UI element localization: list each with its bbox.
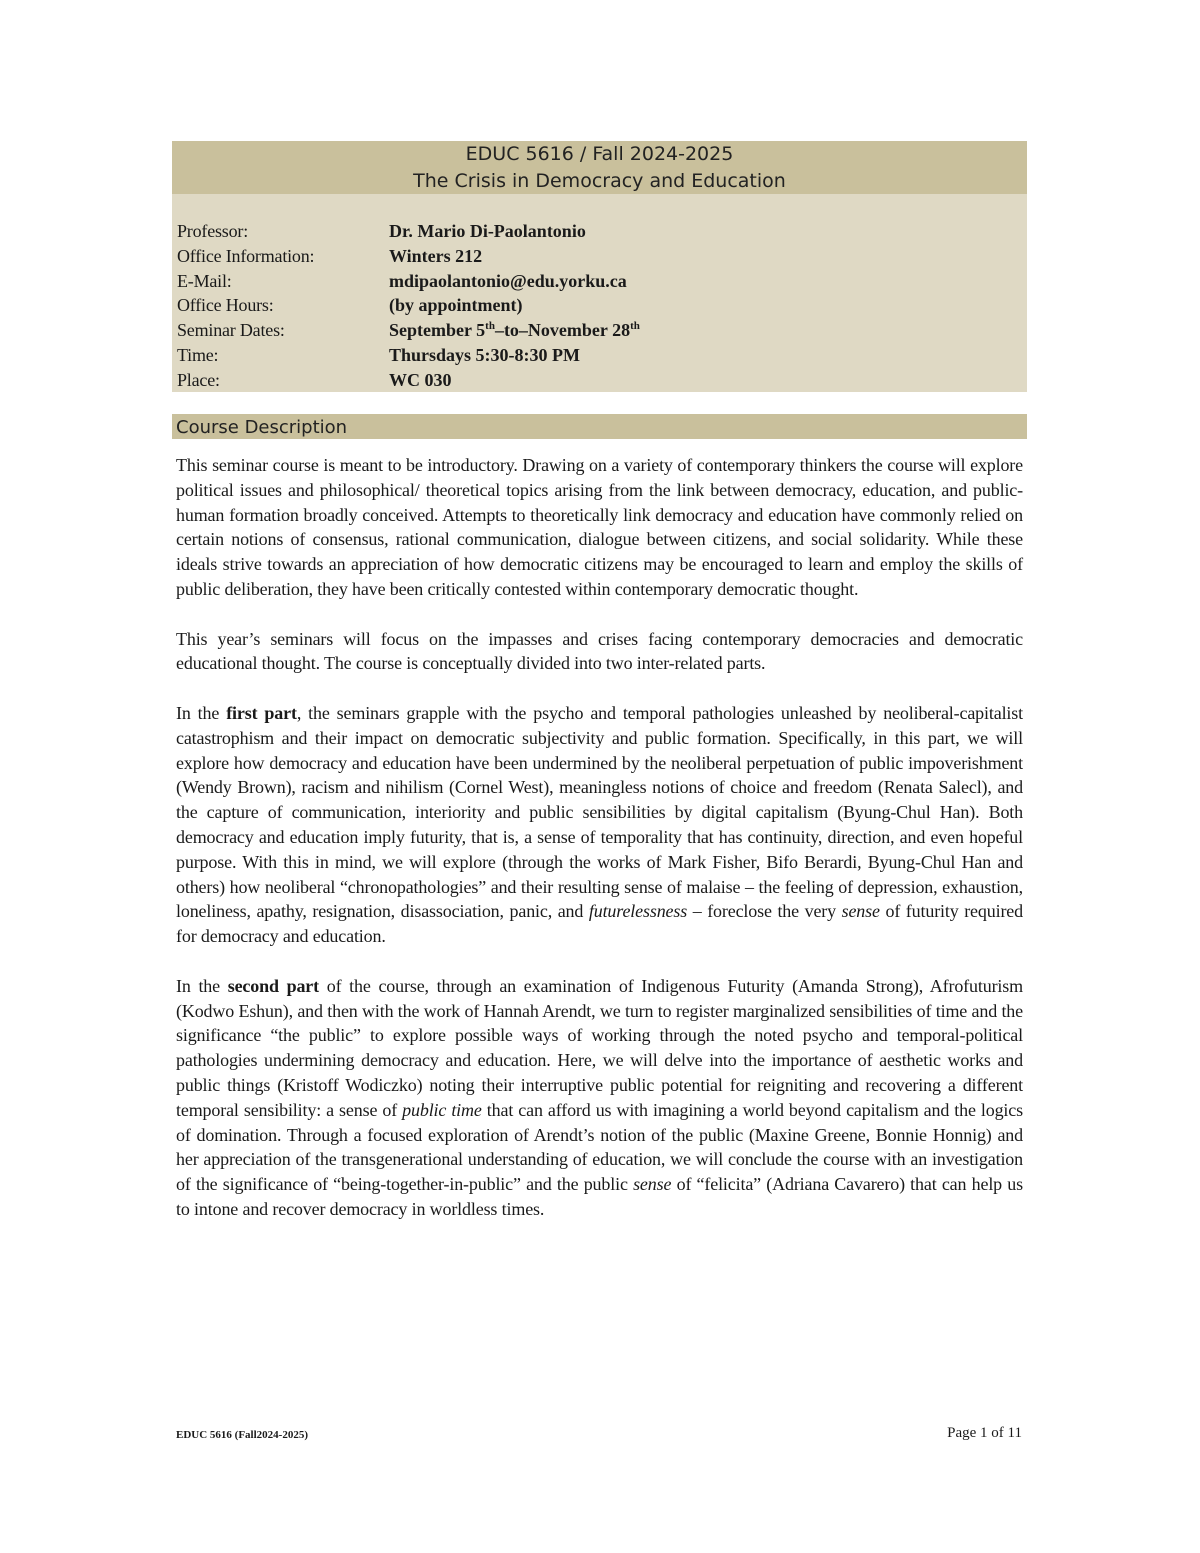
paragraph-first-part [176, 701, 1023, 949]
paragraph-intro: This seminar course is meant to be introductory. Drawing on a variety of contemporary thinkers the course will explore political issues and philosophical/ theoretical topics arising from the link between democracy, education, and public-human formation broadly conceived. Attempts to theoretically link democracy and education have commonly relied on certain notions of consensus, rational communication, dialogue between citizens, and social solidarity. While these ideals strive towards an appreciation of how democratic citizens may be encouraged to learn and employ the skills of public deliberation, they have been critically contested within contemporary democratic thought. [176, 455, 1023, 599]
text-segment: In the [176, 975, 228, 996]
info-row-place [177, 368, 640, 393]
paragraph-second-part [176, 974, 1023, 1222]
info-row-office [177, 244, 640, 269]
time-label: Time: [177, 344, 219, 365]
text-segment: , the seminars grapple with the psycho and temporal pathologies unleashed by neoliberal-capitalist catastrophism and their impact on democratic subjectivity and public formation. Specifically, in this part, we will explore how democracy and education have been undermined by the neoliberal perpetuation of public impoverishment (Wendy Brown), racism and nihilism (Cornel West), meaningless notions of choice and freedom (Renata Salecl), and the capture of communication, interiority and public sensibilities by digital capitalism (Byung-Chul Han). Both democracy and education imply futurity, that is, a sense of temporality that has continuity, direction, and even hopeful purpose. With this in mind, we will explore (through the works of Mark Fisher, Bifo Berardi, Byung-Chul Han and others) how neoliberal “chronopathologies” and their resulting sense of malaise – the feeling of depression, exhaustion, loneliness, apathy, resignation, disassociation, panic, and [176, 702, 1023, 922]
office-hours-value: (by appointment) [389, 295, 523, 316]
course-title-line: The Crisis in Democracy and Education [413, 170, 786, 192]
info-row-office-hours [177, 293, 640, 318]
professor-value: Dr. Mario Di-Paolantonio [389, 221, 586, 241]
course-info-panel [172, 194, 1027, 392]
sense-emphasis: sense [841, 901, 880, 922]
text-segment: that can afford us with imagining a world beyond capitalism and the logics of domination. Through a focused exploration of Arendt’s notion of the public (Maxine Greene, Bonnie Honnig) and her appreciation of the transgenerational understanding of education, we will conclude the course with an investigation of the significance of “being-together-in-public” and the public [176, 1099, 1023, 1195]
place-value: WC 030 [389, 369, 452, 390]
info-row-seminar-dates [177, 318, 640, 343]
text-segment: of “felicita” (Adriana Cavarero) that can help us to intone and recover democracy in worldless times. [176, 1174, 1024, 1219]
seminar-start-date: September 5 [389, 320, 486, 341]
futurelessness-emphasis: futurelessness [588, 901, 688, 922]
text-segment: In the [176, 702, 227, 723]
info-row-email [177, 269, 640, 294]
seminar-end-date: –to–November 28 [494, 320, 631, 341]
office-hours-label: Office Hours: [177, 295, 274, 316]
course-description-heading: Course Description [172, 414, 1027, 439]
office-value: Winters 212 [389, 245, 483, 266]
text-segment: of the course, through an examination of Indigenous Futurity (Amanda Strong), Afrofuturism (Kodwo Eshun), and then with the work of Hannah Arendt, we turn to register marginalized sensibilities of time and the significance “the public” to explore possible ways of working through the noted psycho and temporal-political pathologies undermining democracy and education. Here, we will delve into the importance of aesthetic works and public things (Kristoff Wodiczko) noting their interruptive public potential for reigniting and recovering a different temporal sensibility: a sense of [176, 975, 1023, 1120]
first-part-emphasis: first part [226, 702, 297, 723]
time-value: Thursdays 5:30-8:30 PM [389, 344, 581, 365]
footer-course-label: EDUC 5616 (Fall2024-2025) [176, 1429, 308, 1441]
footer-page-number: Page 1 of 11 [947, 1425, 1022, 1441]
office-label: Office Information: [177, 245, 315, 266]
start-date-ordinal: th [485, 320, 495, 333]
info-row-time [177, 343, 640, 368]
seminar-dates-value [389, 318, 640, 343]
info-row-professor [177, 219, 640, 244]
course-description-body [176, 453, 1023, 1247]
email-value: mdipaolantonio@edu.yorku.ca [389, 270, 627, 291]
course-info-table [177, 219, 640, 393]
public-time-emphasis: public time [402, 1099, 482, 1120]
sense-emphasis: sense [633, 1174, 672, 1195]
paragraph-focus: This year’s seminars will focus on the impasses and crises facing contemporary democracies and democratic educational thought. The course is conceptually divided into two inter-related parts. [176, 628, 1023, 674]
text-segment: of futurity required for democracy and education. [176, 901, 1023, 947]
seminar-dates-label: Seminar Dates: [177, 320, 285, 341]
course-code-line: EDUC 5616 / Fall 2024-2025 [465, 143, 734, 165]
text-segment: – foreclose the very [687, 901, 842, 922]
second-part-emphasis: second part [227, 975, 319, 996]
end-date-ordinal: th [630, 320, 640, 333]
email-label: E-Mail: [177, 270, 232, 291]
professor-label: Professor: [177, 221, 248, 241]
course-title-banner [172, 141, 1027, 194]
place-label: Place: [177, 369, 220, 390]
